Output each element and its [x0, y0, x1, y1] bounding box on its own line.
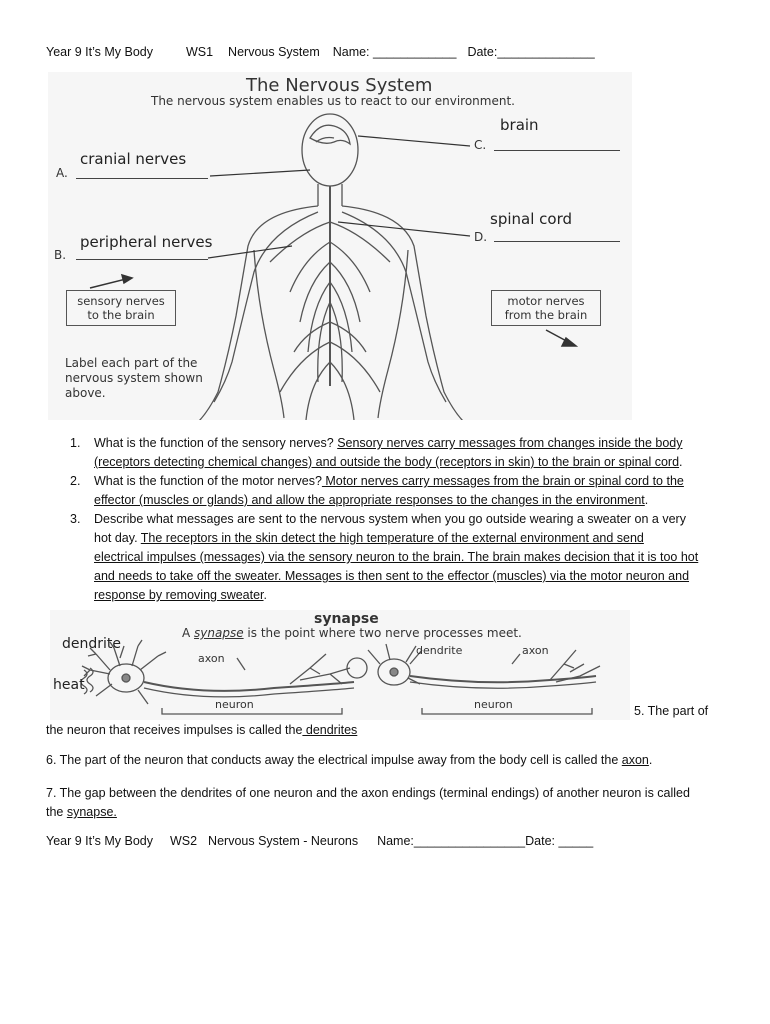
- sensory-nerves-box: sensory nerves to the brain: [66, 290, 176, 326]
- label-c-blank[interactable]: [494, 150, 620, 151]
- label-b-letter: B.: [54, 248, 67, 262]
- label-d-answer[interactable]: spinal cord: [490, 210, 572, 228]
- question-prompt: hot day.: [94, 531, 141, 545]
- label-a-blank[interactable]: [76, 178, 208, 179]
- date-blank[interactable]: ______________: [497, 45, 595, 59]
- question-number: 1.: [70, 436, 81, 450]
- worksheet-header-ws1: [46, 45, 595, 59]
- answer-text: electrical impulses (messages) via the sensory neuron to the brain. The brain makes decision that it is too hot: [94, 550, 699, 564]
- sheet-topic: Nervous System: [228, 45, 320, 59]
- synapse-subtitle: [182, 626, 522, 640]
- label-axon-right: axon: [522, 644, 549, 657]
- answer-text: effector (muscles or glands) and allow the appropriate responses to the changes in the environment: [94, 493, 645, 507]
- question-1: [70, 434, 734, 472]
- motor-nerves-box: motor nerves from the brain: [491, 290, 601, 326]
- answer-end: .: [263, 588, 268, 602]
- date-blank[interactable]: _____: [555, 834, 594, 848]
- question-7-text: the: [46, 805, 67, 819]
- label-a-letter: A.: [56, 166, 68, 180]
- sheet-topic: Nervous System - Neurons: [208, 834, 359, 848]
- diagram-subtitle: The nervous system enables us to react to our environment.: [151, 94, 515, 108]
- question-6-answer: axon: [621, 753, 649, 767]
- name-label: Name:: [377, 834, 414, 848]
- name-blank[interactable]: ____________: [373, 45, 457, 59]
- labeling-instruction: Label each part of the nervous system shown above.: [65, 356, 203, 400]
- sheet-id: WS1: [185, 45, 214, 59]
- label-d-blank[interactable]: [494, 241, 620, 242]
- date-label: Date:: [525, 834, 556, 848]
- nervous-system-diagram: [48, 72, 632, 420]
- answer-text: The receptors in the skin detect the high temperature of the external environment and send: [140, 531, 644, 545]
- question-prompt: Describe what messages are sent to the nervous system when you go outside wearing a sweater on a very: [94, 512, 686, 526]
- label-a-answer[interactable]: cranial nerves: [80, 150, 187, 168]
- name-label: Name:: [332, 45, 370, 59]
- label-axon-left: axon: [198, 652, 225, 665]
- subtitle-pre: A: [182, 626, 195, 640]
- date-label: Date:: [467, 45, 498, 59]
- label-b-answer[interactable]: peripheral nerves: [80, 233, 213, 251]
- synapse-title: synapse: [314, 611, 379, 627]
- question-2: [70, 472, 734, 510]
- name-blank[interactable]: ________________: [413, 834, 526, 848]
- question-5-text: the neuron that receives impulses is called the: [46, 723, 303, 737]
- answer-text: response by removing sweater: [94, 588, 264, 602]
- label-b-blank[interactable]: [76, 259, 208, 260]
- label-heat[interactable]: heat: [53, 677, 85, 693]
- diagram-title: The Nervous System: [246, 75, 433, 96]
- question-prompt: What is the function of the motor nerves?: [94, 474, 322, 488]
- question-6-text: 6. The part of the neuron that conducts away the electrical impulse away from the body cell is called the: [46, 753, 622, 767]
- label-neuron-left: neuron: [215, 698, 254, 711]
- answer-end: .: [679, 455, 683, 469]
- worksheet-header-ws2: [46, 834, 593, 848]
- question-7-answer: synapse.: [66, 805, 117, 819]
- label-dendrite-right: dendrite: [416, 644, 463, 657]
- label-c-answer[interactable]: brain: [500, 116, 539, 134]
- question-6-end: .: [648, 753, 653, 767]
- course-title: Year 9 It’s My Body: [46, 834, 154, 848]
- question-5-start: 5. The part of: [634, 704, 709, 718]
- question-number: 3.: [70, 512, 81, 526]
- question-prompt: What is the function of the sensory nerves?: [94, 436, 338, 450]
- answer-text: (receptors detecting chemical changes) and outside the body (receptors in skin) to the brain or spinal cord: [94, 455, 680, 469]
- question-number: 2.: [70, 474, 81, 488]
- label-dendrite-left[interactable]: dendrite: [62, 636, 122, 652]
- answer-end: .: [644, 493, 649, 507]
- label-c-letter: C.: [474, 138, 487, 152]
- sheet-id: WS2: [169, 834, 198, 848]
- question-7-text: 7. The gap between the dendrites of one neuron and the axon endings (terminal endings) of another neuron is called: [46, 786, 690, 800]
- question-5-end: [46, 723, 357, 737]
- answer-text: Sensory nerves carry messages from changes inside the body: [337, 436, 683, 450]
- question-3: [70, 510, 734, 605]
- label-neuron-right: neuron: [474, 698, 513, 711]
- course-title: Year 9 It’s My Body: [46, 45, 154, 59]
- question-5-answer: dendrites: [302, 723, 358, 737]
- subtitle-em: synapse: [194, 626, 244, 640]
- answer-text: Motor nerves carry messages from the brain or spinal cord to the: [321, 474, 684, 488]
- subtitle-post: is the point where two nerve processes meet.: [243, 626, 522, 640]
- question-7: [46, 784, 736, 822]
- answer-text: and needs to take off the sweater. Messages is then sent to the effector (muscles) via the motor neuron and: [94, 569, 690, 583]
- label-d-letter: D.: [474, 230, 488, 244]
- synapse-diagram: [50, 610, 630, 720]
- question-6: [46, 753, 652, 767]
